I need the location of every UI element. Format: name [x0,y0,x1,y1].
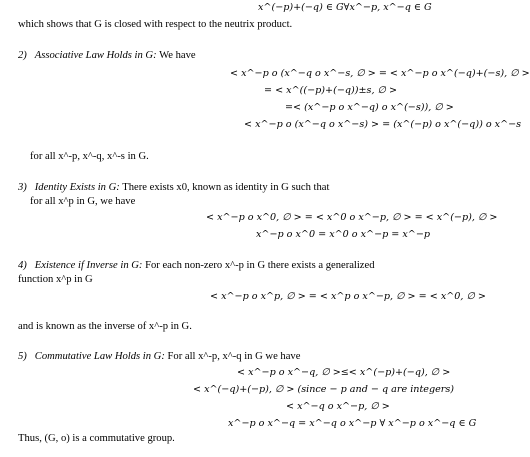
section-4-heading [18,261,375,272]
section-2-after: for all x^-p, x^-q, x^-s in G. [30,151,149,162]
section-5-heading [18,352,300,363]
section-5-eq-2: < x^(−q)+(−p), ∅ > (since − p and − q are integers) [193,384,455,395]
section-2-heading [18,51,196,62]
section-2-title: Associative Law Holds in G: [34,50,157,61]
section-4-after: and is known as the inverse of x^-p in G. [18,321,192,332]
section-3-heading [18,183,329,194]
section-4-number: 4) [18,260,27,271]
section-3-line-2: for all x^p in G, we have [30,196,136,207]
top-math-line: x^(−p)+(−q) ∈ G∀x^−p, x^−q ∈ G [258,2,432,13]
section-5-title: Commutative Law Holds in G: [34,351,165,362]
closure-statement: which shows that G is closed with respect to the neutrix product. [18,19,293,30]
section-5-after: Thus, (G, o) is a commutative group. [18,433,175,444]
section-3-number: 3) [18,182,27,193]
section-2-number: 2) [18,50,27,61]
section-2-eq-1: < x^−p o (x^−q o x^−s, ∅ > = < x^−p o x^(−q)+(−s), ∅ > [230,68,530,79]
section-3-eq-2: x^−p o x^0 = x^0 o x^−p = x^−p [256,229,431,240]
section-3-eq-1: < x^−p o x^0, ∅ > = < x^0 o x^−p, ∅ > = < x^(−p), ∅ > [206,212,498,223]
section-5-eq-4: x^−p o x^−q = x^−q o x^−p ∀ x^−p o x^−q ∈ G [228,418,477,429]
section-2-eq-2: = < x^((−p)+(−q))±s, ∅ > [264,85,397,96]
section-5-number: 5) [18,351,27,362]
section-4-rest: For each non-zero x^-p in G there exists a generalized [142,260,375,271]
section-5-eq-3: < x^−q o x^−p, ∅ > [286,401,390,412]
section-3-rest: There exists x0, known as identity in G such that [119,182,330,193]
section-2-eq-4: < x^−p o (x^−q o x^−s) > = (x^(−p) o x^(−q)) o x^−s [244,119,522,130]
section-3-title: Identity Exists in G: [34,182,120,193]
section-4-line-2: function x^p in G [18,274,93,285]
section-2-rest: We have [156,50,196,61]
section-5-rest: For all x^-p, x^-q in G we have [164,351,301,362]
section-2-eq-3: =< (x^−p o x^−q) o x^(−s)), ∅ > [285,102,454,113]
section-4-title: Existence if Inverse in G: [34,260,143,271]
section-4-eq-1: < x^−p o x^p, ∅ > = < x^p o x^−p, ∅ > = < x^0, ∅ > [210,291,486,302]
section-5-eq-1: < x^−p o x^−q, ∅ >≤< x^(−p)+(−q), ∅ > [237,367,451,378]
